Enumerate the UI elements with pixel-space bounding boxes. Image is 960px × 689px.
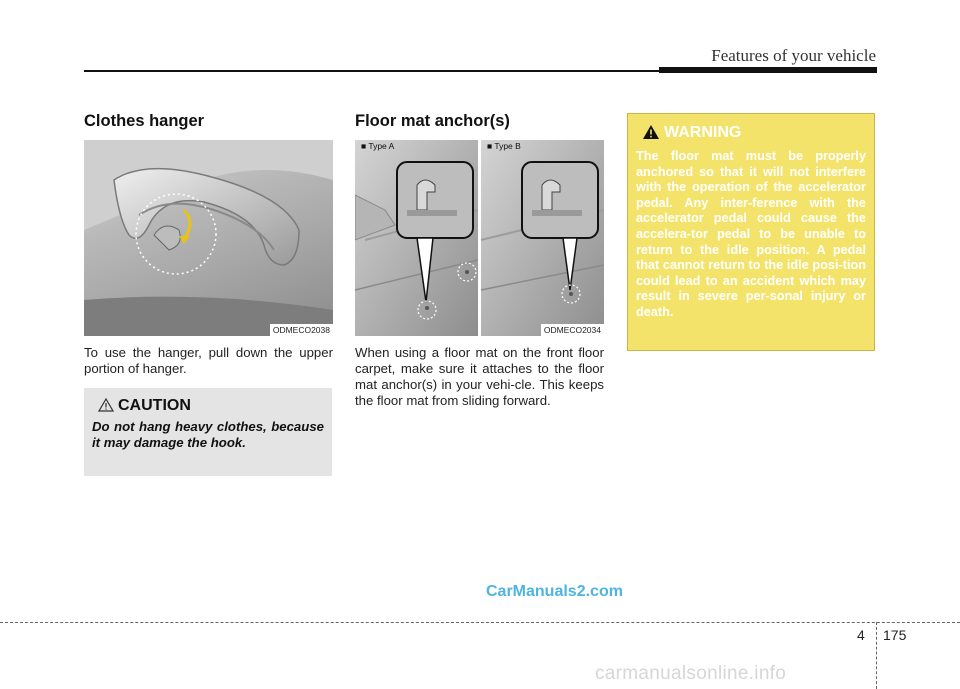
anchor-illustration [355, 140, 604, 336]
warning-title: WARNING [664, 124, 742, 141]
bottom-watermark: carmanualsonline.info [595, 663, 787, 684]
floor-mat-text: When using a floor mat on the front floor carpet, make sure it attaches to the floor mat anchor(s) in your vehi-cle. This keeps the floor mat from sliding forward. [355, 345, 604, 408]
caution-triangle-icon [98, 398, 114, 417]
clothes-hanger-text: To use the hanger, pull down the upper portion of hanger. [84, 345, 333, 376]
type-b-label: ■ Type B [487, 141, 521, 151]
hanger-illustration [84, 140, 333, 336]
warning-text: The floor mat must be properly anchored so that it will not interfere with the operation of the accelerator pedal. Any inter-ference with the accelerator pedal could cause the accelera-tor pedal to be unable to return to the idle position. A pedal that cannot return to the idle posi-tion could lead to an accident which may result in severe per-sonal injury or death. [636, 149, 866, 319]
warning-box [627, 113, 875, 351]
caution-title: CAUTION [118, 397, 191, 414]
type-a-label: ■ Type A [361, 141, 395, 151]
floor-mat-anchor-image [355, 140, 604, 336]
clothes-hanger-heading: Clothes hanger [84, 112, 205, 130]
page-separator [876, 622, 877, 689]
caution-box [84, 388, 332, 476]
warning-triangle-icon [642, 124, 660, 145]
image-code: ODMECO2034 [541, 324, 604, 336]
watermark-link[interactable]: CarManuals2.com [486, 583, 623, 600]
image-code: ODMECO2038 [270, 324, 333, 336]
header-rule [84, 70, 664, 72]
page-number: 175 [883, 627, 907, 643]
floor-mat-heading: Floor mat anchor(s) [355, 112, 510, 130]
chapter-number: 4 [857, 627, 865, 643]
header-rule-thick [659, 67, 877, 73]
caution-text: Do not hang heavy clothes, because it may damage the hook. [92, 419, 324, 450]
section-title: Features of your vehicle [711, 46, 876, 65]
clothes-hanger-image [84, 140, 333, 336]
footer-rule [0, 622, 960, 623]
